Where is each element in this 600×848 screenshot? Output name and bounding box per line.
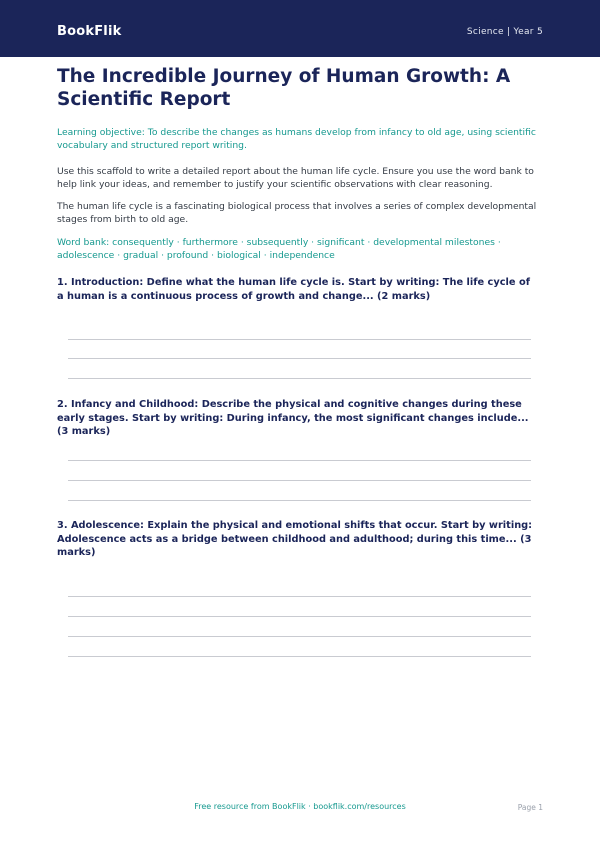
answer-line[interactable] bbox=[68, 656, 531, 657]
page-number: Page 1 bbox=[517, 803, 543, 812]
answer-line[interactable] bbox=[68, 358, 531, 359]
header-bar bbox=[0, 0, 600, 57]
answer-line[interactable] bbox=[68, 480, 531, 481]
answer-line[interactable] bbox=[68, 460, 531, 461]
page-title: The Incredible Journey of Human Growth: A Scientific Report bbox=[57, 66, 511, 110]
description-text: The human life cycle is a fascinating biological process that involves a series of complex developmental stages from birth to old age. bbox=[57, 201, 537, 225]
answer-line[interactable] bbox=[68, 596, 531, 597]
answer-line[interactable] bbox=[68, 616, 531, 617]
word-bank: Word bank: consequently · furthermore · subsequently · significant · developmental milestones · adolescence · gradual · profound · biological · independence bbox=[57, 237, 501, 261]
question-2: 2. Infancy and Childhood: Describe the physical and cognitive changes during these early stages. Start by writing: During infancy, the most significant changes include... (3 marks) bbox=[57, 399, 529, 437]
answer-line[interactable] bbox=[68, 339, 531, 340]
footer-credit[interactable]: Free resource from BookFlik · bookflik.com/resources bbox=[194, 802, 406, 811]
answer-line[interactable] bbox=[68, 636, 531, 637]
question-3: 3. Adolescence: Explain the physical and emotional shifts that occur. Start by writing: Adolescence acts as a bridge between childhood and adulthood; during this time... (3 marks) bbox=[57, 519, 537, 560]
intro-section bbox=[57, 65, 543, 262]
question-1: 1. Introduction: Define what the human life cycle is. Start by writing: The life cycle of a human is a continuous process of growth and change... (2 marks) bbox=[57, 277, 530, 302]
learning-objective: Learning objective: To describe the changes as humans develop from infancy to old age, using scientific vocabulary and structured report writing. bbox=[57, 127, 536, 151]
instructions-text: Use this scaffold to write a detailed report about the human life cycle. Ensure you use the word bank to help link your ideas, and remember to justify your scientific observations with clear reasoning. bbox=[57, 166, 534, 190]
brand-logo[interactable]: BookFlik bbox=[57, 24, 122, 39]
answer-line[interactable] bbox=[68, 378, 531, 379]
subject-year-label: Science | Year 5 bbox=[466, 27, 543, 37]
answer-line[interactable] bbox=[68, 500, 531, 501]
